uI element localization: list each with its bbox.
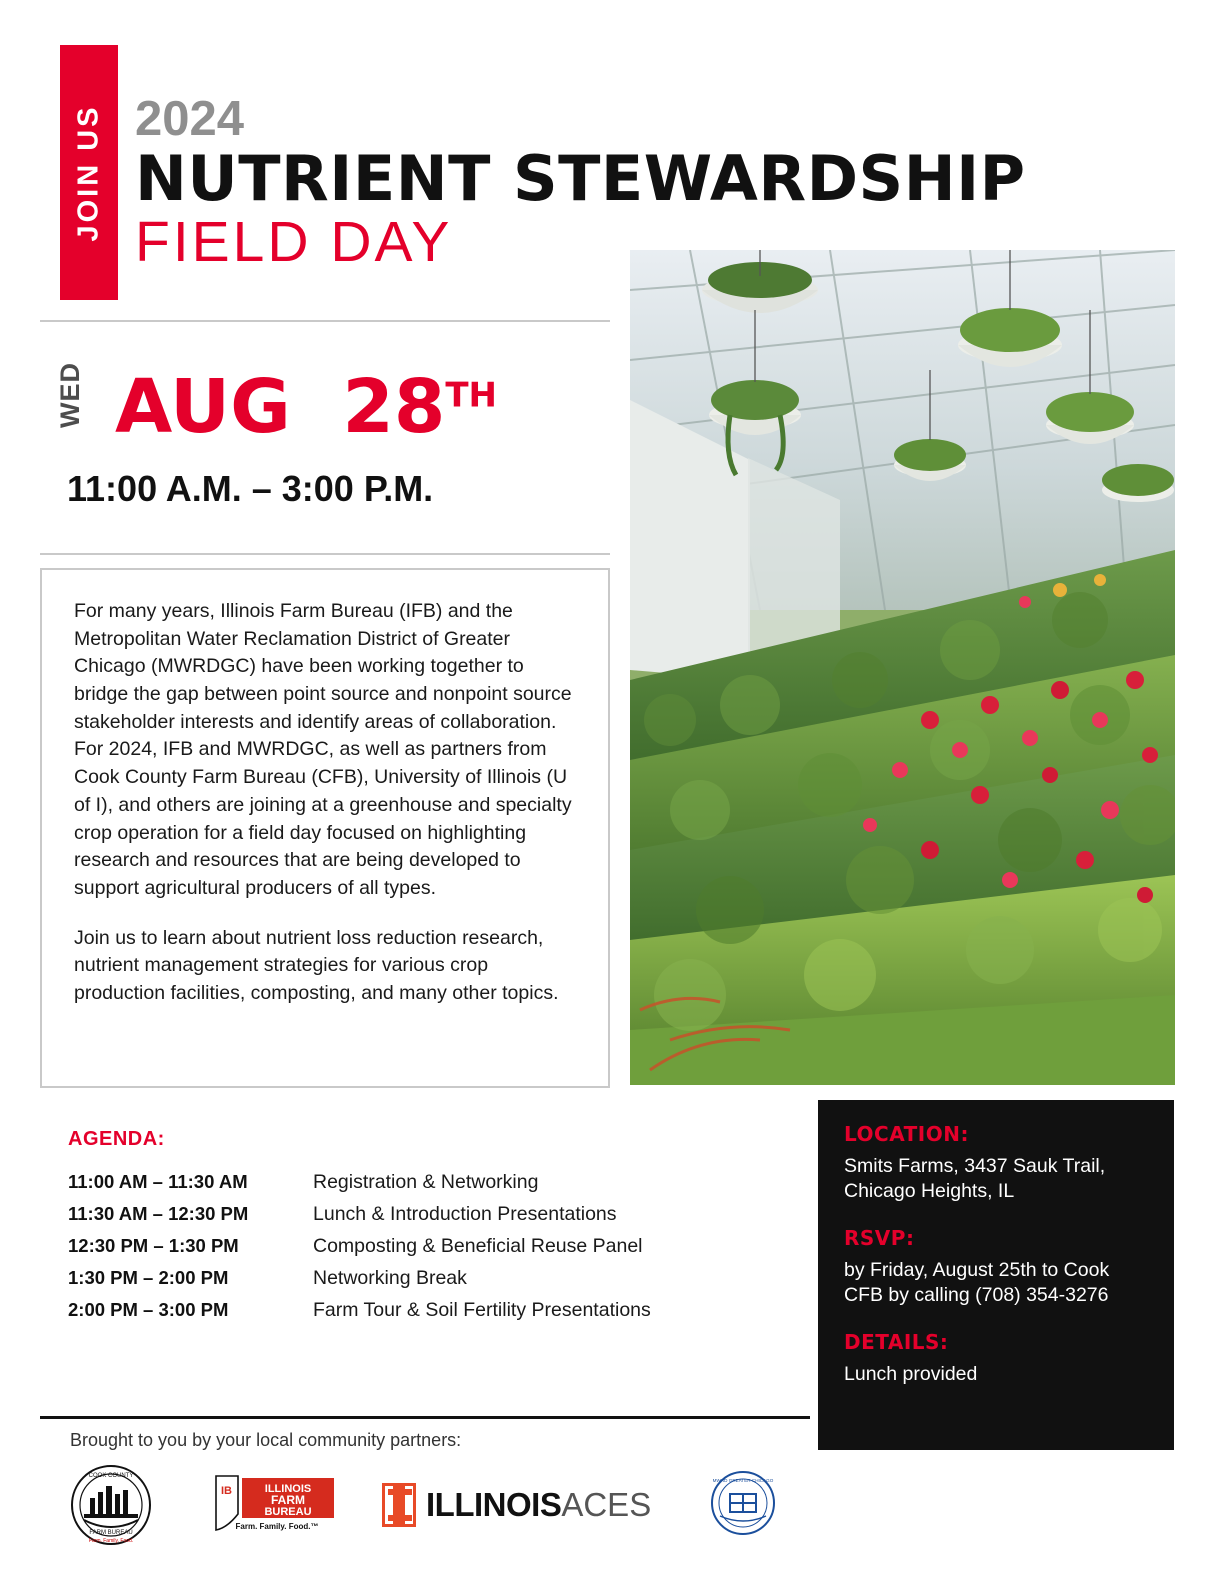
location-label: LOCATION:	[844, 1122, 969, 1146]
illinois-farm-bureau-logo	[212, 1472, 342, 1534]
agenda-row-time: 11:00 AM – 11:30 AM	[68, 1171, 248, 1192]
description-box	[40, 568, 610, 1088]
description-paragraph-2: Join us to learn about nutrient loss reduction research, nutrient management strategies for various crop production facilities, composting, and many other topics.	[74, 926, 559, 1004]
svg-text:IB: IB	[221, 1485, 232, 1497]
agenda-row-item: Composting & Beneficial Reuse Panel	[313, 1235, 643, 1257]
greenhouse-photo	[630, 250, 1175, 1085]
aces-word: ACES	[561, 1486, 652, 1523]
agenda-row-time: 12:30 PM – 1:30 PM	[68, 1235, 239, 1256]
details-text: Lunch provided	[844, 1362, 978, 1385]
event-day-ordinal: TH	[445, 375, 497, 416]
mwrd-seal-icon	[710, 1470, 776, 1536]
agenda-row-item: Farm Tour & Soil Fertility Presentations	[313, 1299, 651, 1321]
event-date	[115, 364, 497, 450]
event-month: AUG	[115, 364, 291, 450]
cook-county-farm-bureau-seal-icon	[70, 1464, 152, 1546]
rsvp-label: RSVP:	[844, 1225, 915, 1250]
svg-text:COOK COUNTY: COOK COUNTY	[88, 1473, 134, 1479]
agenda-row-item: Registration & Networking	[313, 1171, 539, 1193]
details-label: DETAILS:	[844, 1329, 949, 1354]
event-year: 2024	[135, 92, 245, 146]
agenda-row-time: 2:00 PM – 3:00 PM	[68, 1299, 229, 1320]
agenda-row-time: 11:30 AM – 12:30 PM	[68, 1203, 249, 1224]
event-day: 28	[342, 364, 446, 450]
agenda-row-item: Networking Break	[313, 1267, 467, 1289]
footer-divider	[40, 1416, 810, 1419]
svg-text:Farm. Family. Food.: Farm. Family. Food.	[88, 1538, 134, 1544]
rsvp-text: by Friday, August 25th to Cook CFB by calling (708) 354-3276	[844, 1258, 1110, 1306]
svg-text:BUREAU: BUREAU	[264, 1506, 312, 1518]
agenda-list	[68, 1171, 768, 1322]
illinois-farm-bureau-logo-icon	[212, 1472, 342, 1534]
agenda-row	[68, 1171, 768, 1194]
info-panel	[818, 1100, 1174, 1450]
agenda-section	[68, 1128, 768, 1331]
description-paragraph-1: For many years, Illinois Farm Bureau (IFB) and the Metropolitan Water Reclamation District of Greater Chicago (MWRDGC) have been working together to bridge the gap between point source and nonpoint source stakeholder interests and identify areas of collaboration. For 2024, IFB and MWRDGC, as well as partners from Cook County Farm Bureau (CFB), University of Illinois (U of I), and others are joining at a greenhouse and specialty crop operation for a field day focused on highlighting research and resources that are being developed to support agricultural producers of all types.	[74, 600, 572, 899]
illinois-word: ILLINOIS	[426, 1486, 562, 1523]
join-us-banner	[60, 45, 118, 300]
page-subtitle: FIELD DAY	[135, 210, 453, 275]
svg-text:Farm. Family. Food.™: Farm. Family. Food.™	[235, 1522, 319, 1531]
svg-text:MWRD GREATER CHICAGO: MWRD GREATER CHICAGO	[712, 1478, 774, 1483]
illinois-aces-logo	[382, 1480, 692, 1530]
title-block	[135, 92, 1135, 275]
divider-mid	[40, 553, 610, 555]
svg-text:FARM BUREAU: FARM BUREAU	[89, 1530, 133, 1536]
join-us-label: JOIN US	[72, 103, 105, 242]
partners-line: Brought to you by your local community partners:	[70, 1430, 462, 1450]
divider-top	[40, 320, 610, 322]
block-i-icon	[382, 1483, 416, 1527]
agenda-row	[68, 1299, 768, 1322]
illinois-aces-wordmark	[426, 1486, 651, 1524]
event-time: 11:00 A.M. – 3:00 P.M.	[67, 468, 434, 509]
mwrd-logo	[710, 1470, 776, 1536]
svg-text:ILLINOIS: ILLINOIS	[264, 1483, 312, 1495]
location-text: Smits Farms, 3437 Sauk Trail, Chicago Heights, IL	[844, 1155, 1106, 1202]
agenda-title: AGENDA:	[68, 1128, 165, 1150]
svg-text:FARM: FARM	[271, 1493, 305, 1507]
agenda-row	[68, 1203, 768, 1226]
greenhouse-photo-illustration	[630, 250, 1175, 1085]
agenda-row-item: Lunch & Introduction Presentations	[313, 1203, 617, 1225]
agenda-row-time: 1:30 PM – 2:00 PM	[68, 1267, 229, 1288]
cook-county-farm-bureau-logo	[70, 1464, 152, 1546]
agenda-row	[68, 1235, 768, 1258]
page-title: NUTRIENT STEWARDSHIP	[135, 142, 1026, 215]
partner-logos	[62, 1462, 782, 1562]
agenda-row	[68, 1267, 768, 1290]
weekday-label: WED	[55, 362, 85, 428]
